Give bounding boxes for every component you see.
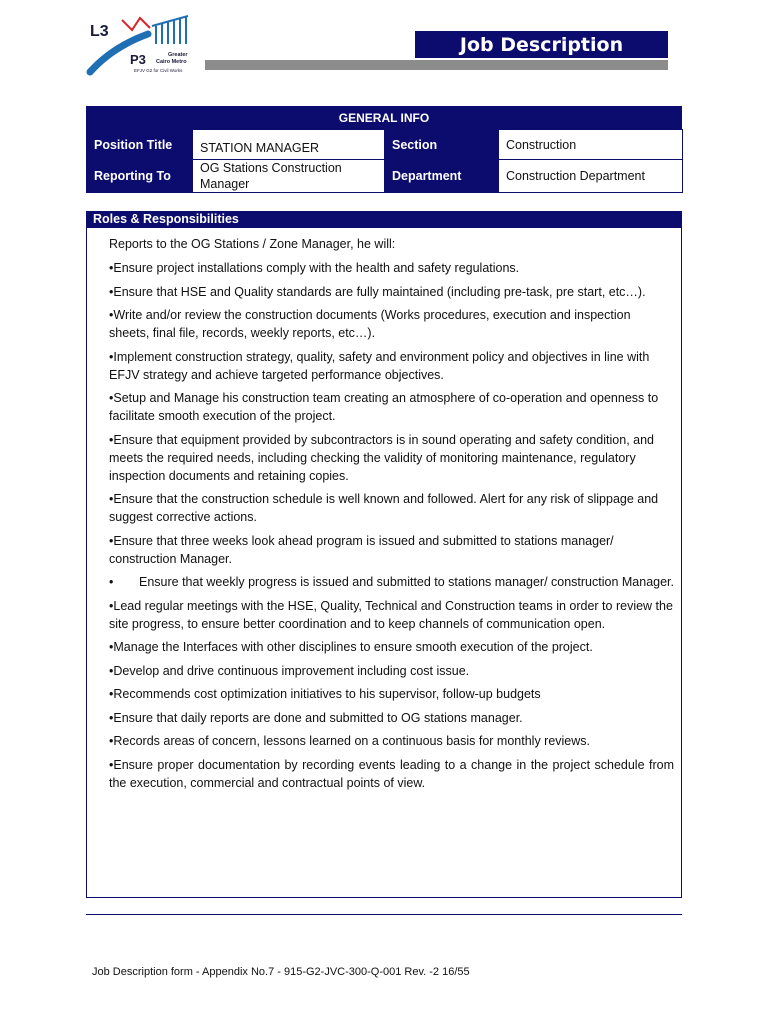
title-underline-bar [205, 60, 668, 70]
company-logo [86, 14, 208, 76]
list-item: •Write and/or review the construction documents (Works procedures, execution and inspection sheets, final file, records, weekly reports, etc…). [109, 308, 631, 340]
logo-red-line-icon [122, 18, 150, 30]
logo-columns-icon [152, 16, 188, 44]
roles-list [109, 235, 674, 797]
list-item: •Records areas of concern, lessons learned on a continuous basis for monthly reviews. [109, 734, 591, 748]
list-item: •Ensure that daily reports are done and submitted to OG stations manager. [109, 710, 523, 725]
bullet-glyph: • [109, 575, 114, 589]
list-item: •Ensure proper documentation by recording events leading to a change in the project schedule from the execution, commercial and contractual points of view. [109, 757, 674, 790]
logo-line-1: Greater [168, 52, 188, 58]
list-item: •Ensure that three weeks look ahead program is issued and submitted to stations manager/ construction Manager. [109, 533, 614, 566]
list-item-text: Ensure that weekly progress is issued and submitted to stations manager/ construction Manager. [139, 575, 675, 589]
list-item: •Recommends cost optimization initiatives to his supervisor, follow-up budgets [109, 687, 541, 701]
footer-divider [86, 914, 682, 915]
logo-graphic [86, 14, 208, 76]
general-info-row [87, 160, 683, 193]
list-item: •Setup and Manage his construction team creating an atmosphere of co-operation and openness to facilitate smooth execution of the project. [109, 391, 659, 423]
list-item: •Lead regular meetings with the HSE, Quality, Technical and Construction teams in order to review the site progress, to ensure better coordination and to keep channels of communication open. [109, 598, 673, 631]
page-title: Job Description [415, 31, 668, 58]
list-item: •Ensure that the construction schedule is well known and followed. Alert for any risk of slippage and suggest corrective actions. [109, 492, 659, 524]
reporting-to-value: OG Stations Construction Manager [193, 160, 385, 193]
general-info-heading: GENERAL INFO [86, 106, 682, 129]
list-item: •Ensure project installations comply with the health and safety regulations. [109, 261, 520, 275]
list-item: •Ensure that equipment provided by subcontractors is in sound operating and safety condition, and meets the required needs, including checking the validity of monitoring maintenance, regulatory inspection documents and retaining copies. [109, 432, 654, 483]
general-info-table [86, 129, 683, 193]
position-title-value: STATION MANAGER [193, 130, 385, 160]
logo-line-2: Cairo Metro [156, 59, 187, 65]
department-label: Department [385, 160, 499, 193]
list-item: •Manage the Interfaces with other disciplines to ensure smooth execution of the project. [109, 640, 593, 654]
department-value: Construction Department [499, 160, 683, 193]
position-title-label: Position Title [87, 130, 193, 160]
roles-intro: Reports to the OG Stations / Zone Manager, he will: [109, 237, 396, 251]
section-label: Section [385, 130, 499, 160]
logo-sub: P3 [130, 52, 146, 67]
general-info-row [87, 130, 683, 160]
list-item [109, 573, 674, 591]
reporting-to-label: Reporting To [87, 160, 193, 193]
footer-text: Job Description form - Appendix No.7 - 915-G2-JVC-300-Q-001 Rev. -2 16/55 [92, 966, 470, 978]
roles-heading: Roles & Responsibilities [86, 211, 682, 228]
section-value: Construction [499, 130, 683, 160]
logo-mark: L3 [90, 23, 109, 40]
list-item: •Implement construction strategy, quality, safety and environment policy and objectives in line with EFJV strategy and achieve targeted performance objectives. [109, 349, 650, 382]
logo-line-3: EFJV G2 for Civil Works [134, 68, 183, 73]
list-item: •Ensure that HSE and Quality standards are fully maintained (including pre-task, pre start, etc…). [109, 284, 646, 299]
list-item: •Develop and drive continuous improvement including cost issue. [109, 663, 470, 678]
